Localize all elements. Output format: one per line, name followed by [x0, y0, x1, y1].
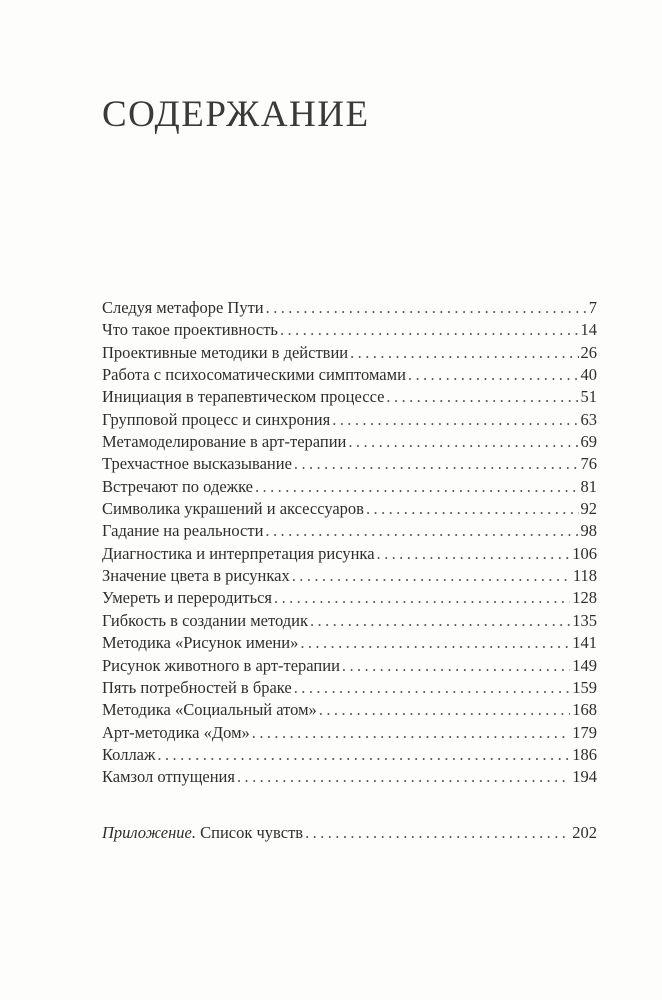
toc-entry-page-number: 194: [572, 767, 597, 787]
toc-entry-page-number: 149: [572, 655, 597, 675]
dot-leader: [366, 498, 579, 520]
toc-entry-title: Умереть и переродиться: [102, 588, 273, 608]
toc-entry-title: Значение цвета в рисунках: [102, 566, 290, 586]
toc-entry: [102, 766, 597, 788]
toc-entry: [102, 655, 597, 677]
toc-entry: [102, 722, 597, 744]
table-of-contents: [102, 297, 597, 789]
dot-leader: [342, 655, 570, 677]
toc-entry: [102, 677, 597, 699]
dot-leader: [377, 543, 571, 565]
toc-entry-page-number: 179: [572, 722, 597, 742]
toc-entry: [102, 364, 597, 386]
appendix-title: [102, 822, 303, 844]
toc-entry-title: Следуя метафоре Пути: [102, 298, 264, 317]
toc-entry: [102, 744, 597, 766]
toc-entry-page-number: 168: [572, 700, 597, 720]
toc-entry-title: Диагностика и интерпретация рисунка: [102, 543, 375, 563]
toc-entry-page-number: 69: [580, 432, 597, 452]
toc-entry: [102, 342, 597, 364]
toc-entry-page-number: 63: [580, 409, 597, 429]
toc-entry-title: Гибкость в создании методик: [102, 610, 308, 630]
toc-entry-page-number: 14: [580, 320, 597, 340]
dot-leader: [255, 476, 579, 498]
dot-leader: [305, 822, 570, 844]
toc-entry: [102, 543, 597, 565]
dot-leader: [157, 744, 570, 766]
toc-entry-page-number: 92: [580, 499, 597, 519]
toc-entry: [102, 565, 597, 587]
dot-leader: [386, 386, 578, 408]
dot-leader: [292, 565, 571, 587]
toc-entry-title: Методика «Социальный атом»: [102, 700, 317, 720]
toc-entry-title: Гадание на реальности: [102, 521, 264, 541]
toc-entry-page-number: 76: [580, 454, 597, 474]
toc-entry-title: Рисунок животного в арт-терапии: [102, 655, 340, 675]
toc-entry: [102, 610, 597, 632]
dot-leader: [252, 722, 570, 744]
toc-entry-title: Встречают по одежке: [102, 476, 253, 496]
dot-leader: [265, 520, 578, 542]
dot-leader: [237, 766, 570, 788]
toc-entry-title: Групповой процесс и синхрония: [102, 409, 331, 429]
appendix-page-number: 202: [572, 823, 597, 842]
toc-entry-title: Инициация в терапевтическом процессе: [102, 387, 385, 407]
toc-entry: [102, 431, 597, 453]
toc-entry-page-number: 7: [588, 298, 597, 317]
toc-entry-page-number: 141: [572, 633, 597, 653]
toc-entry: [102, 453, 597, 475]
toc-entry-title: Арт-методика «Дом»: [102, 722, 250, 742]
toc-entry-title: Коллаж: [102, 744, 156, 764]
toc-entry: [102, 476, 597, 498]
toc-entry-title: Проективные методики в действии: [102, 342, 349, 362]
dot-leader: [294, 677, 571, 699]
dot-leader: [294, 453, 579, 475]
toc-appendix-entry: [102, 822, 597, 844]
dot-leader: [350, 342, 578, 364]
dot-leader: [310, 610, 570, 632]
toc-entry-title: Символика украшений и аксессуаров: [102, 499, 364, 519]
toc-entry-page-number: 128: [572, 588, 597, 608]
toc-entry-page-number: 135: [572, 610, 597, 630]
appendix-prefix: Приложение.: [102, 823, 196, 842]
toc-entry-page-number: 159: [572, 677, 597, 697]
toc-entry-title: Метамоделирование в арт-терапии: [102, 432, 347, 452]
toc-entry-title: Трехчастное высказывание: [102, 454, 292, 474]
toc-entry-page-number: 106: [572, 543, 597, 563]
toc-entry-title: Камзол отпущения: [102, 767, 235, 787]
toc-entry-title: Что такое проективность: [102, 320, 278, 340]
dot-leader: [266, 297, 587, 319]
toc-entry-page-number: 98: [580, 521, 597, 541]
dot-leader: [300, 632, 570, 654]
toc-entry-title: Работа с психосоматическими симптомами: [102, 365, 406, 385]
toc-entry: [102, 297, 597, 319]
toc-entry: [102, 386, 597, 408]
toc-entry-title: Методика «Рисунок имени»: [102, 633, 299, 653]
toc-entry: [102, 319, 597, 341]
toc-entry: [102, 409, 597, 431]
toc-entry: [102, 520, 597, 542]
appendix-name: Список чувств: [200, 823, 304, 842]
toc-entry: [102, 498, 597, 520]
dot-leader: [280, 319, 579, 341]
toc-entry: [102, 699, 597, 721]
dot-leader: [332, 409, 578, 431]
toc-entry-title: Пять потребностей в браке: [102, 677, 292, 697]
dot-leader: [274, 587, 570, 609]
toc-entry-page-number: 118: [572, 566, 597, 586]
dot-leader: [408, 364, 579, 386]
toc-entry-page-number: 51: [580, 387, 597, 407]
page-title: СОДЕРЖАНИЕ: [102, 94, 370, 135]
toc-entry-page-number: 26: [580, 342, 597, 362]
dot-leader: [348, 431, 578, 453]
toc-entry: [102, 632, 597, 654]
dot-leader: [319, 699, 570, 721]
toc-entry-page-number: 186: [572, 744, 597, 764]
toc-entry-page-number: 40: [580, 365, 597, 385]
toc-entry-page-number: 81: [580, 476, 597, 496]
toc-entry: [102, 587, 597, 609]
